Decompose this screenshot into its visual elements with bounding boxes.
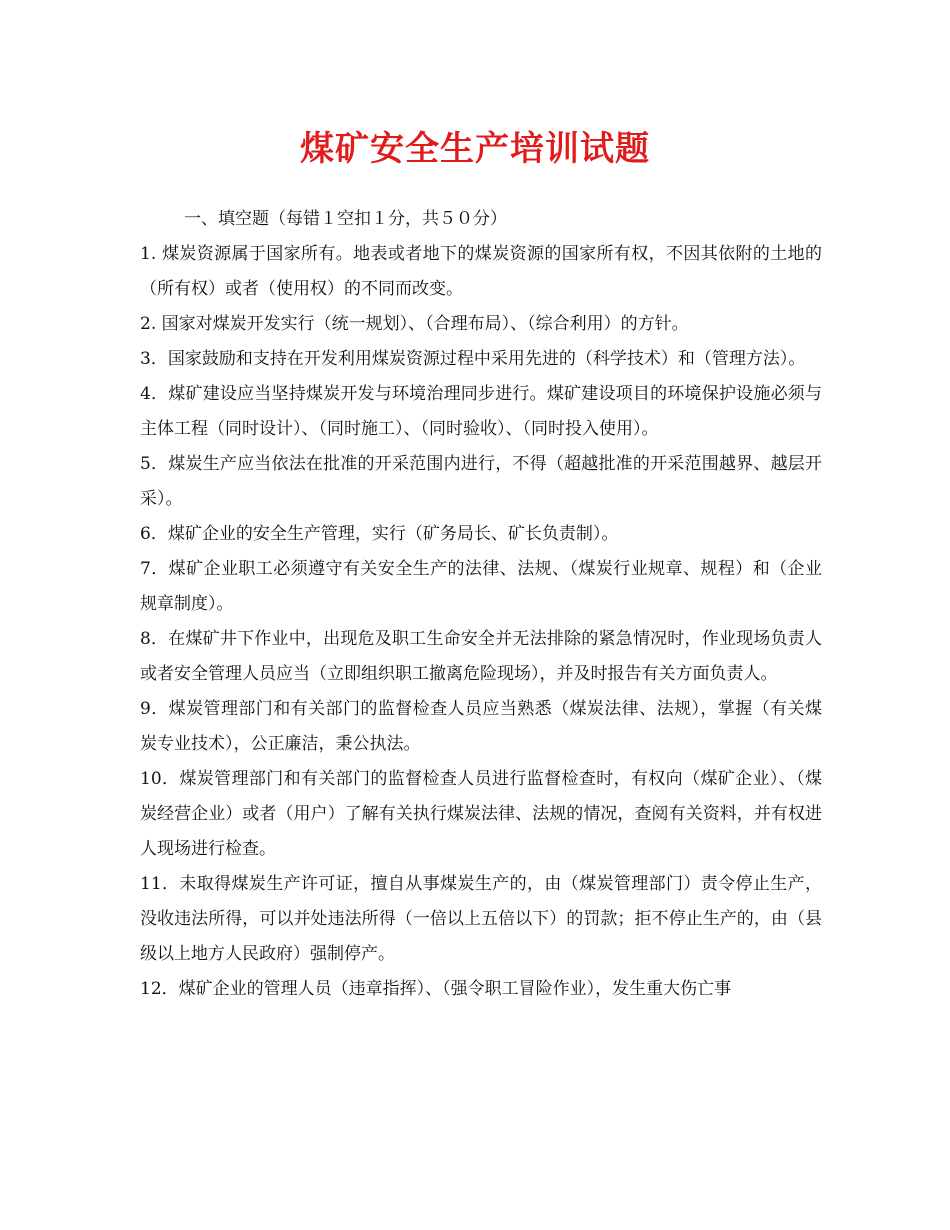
section-heading: 一、填空题（每错１空扣１分，共５０分） [184,209,507,229]
question-3: 3．国家鼓励和支持在开发利用煤炭资源过程中采用先进的（科学技术）和（管理方法）。 [140,349,806,369]
document-body [140,202,822,1007]
question-4: 4．煤矿建设应当坚持煤炭开发与环境治理同步进行。煤矿建设项目的环境保护设施必须与主体工程（同时设计）、（同时施工）、（同时验收）、（同时投入使用）。 [140,384,822,439]
question-8: 8．在煤矿井下作业中，出现危及职工生命安全并无法排除的紧急情况时，作业现场负责人或者安全管理人员应当（立即组织职工撤离危险现场），并及时报告有关方面负责人。 [140,629,822,684]
question-7: 7．煤矿企业职工必须遵守有关安全生产的法律、法规、（煤炭行业规章、规程）和（企业规章制度）。 [140,559,822,614]
question-6: 6．煤矿企业的安全生产管理，实行（矿务局长、矿长负责制）。 [140,524,619,544]
question-11: 11．未取得煤炭生产许可证，擅自从事煤炭生产的，由（煤炭管理部门）责令停止生产，没收违法所得，可以并处违法所得（一倍以上五倍以下）的罚款；拒不停止生产的，由（县级以上地方人民政府）强制停产。 [140,874,822,964]
question-10: 10．煤炭管理部门和有关部门的监督检查人员进行监督检查时，有权向（煤矿企业）、（煤炭经营企业）或者（用户）了解有关执行煤炭法律、法规的情况，查阅有关资料，并有权进人现场进行检查。 [140,769,822,859]
question-1: 1. 煤炭资源属于国家所有。地表或者地下的煤炭资源的国家所有权，不因其依附的土地的（所有权）或者（使用权）的不同而改变。 [140,244,822,299]
question-9: 9．煤炭管理部门和有关部门的监督检查人员应当熟悉（煤炭法律、法规），掌握（有关煤炭专业技术），公正廉洁，秉公执法。 [140,699,822,754]
question-2: 2. 国家对煤炭开发实行（统一规划）、（合理布局）、（综合利用）的方针。 [140,314,689,334]
question-12: 12．煤矿企业的管理人员（违章指挥）、（强令职工冒险作业），发生重大伤亡事 [140,979,732,999]
document-title: 煤矿安全生产培训试题 [300,129,650,169]
question-5: 5．煤炭生产应当依法在批准的开采范围内进行，不得（超越批准的开采范围越界、越层开采）。 [140,454,822,509]
